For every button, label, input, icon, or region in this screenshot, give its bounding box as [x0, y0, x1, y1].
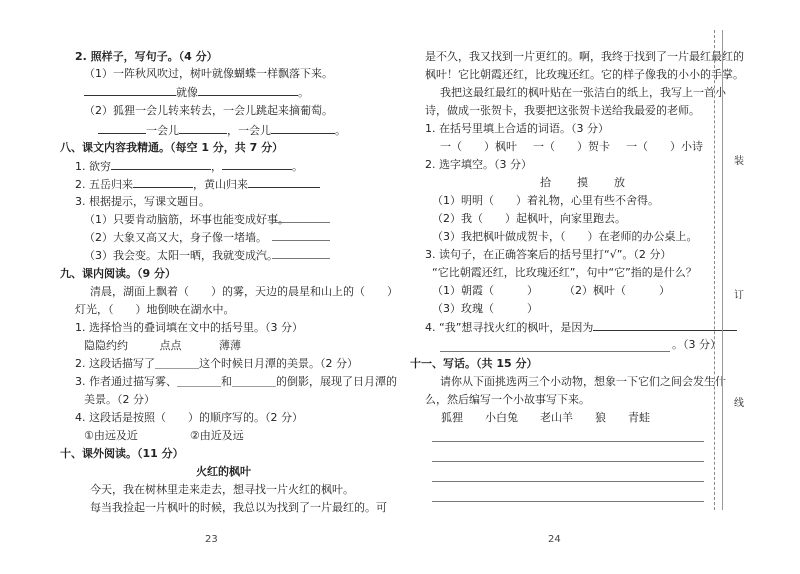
s8-hint-3: （3）我会变。太阳一晒，我就变成汽。: [84, 249, 278, 262]
animal-option: 青蛙: [628, 411, 650, 424]
writing-line-1[interactable]: [432, 441, 704, 442]
fill-item[interactable]: 一（ ）枫叶: [440, 140, 517, 153]
section-11-heading: 十一、写话。（共 15 分）: [410, 357, 538, 370]
writing-line-3[interactable]: [432, 481, 704, 482]
s9-passage-line-2: 灯光，（ ）地倒映在湖水中。: [75, 303, 235, 316]
r-q2-3: （3）我把枫叶做成贺卡，（ ）在老师的办公桌上。: [432, 230, 698, 243]
writing-line-2[interactable]: [432, 461, 704, 462]
r-q4-score: 。（3 分）: [672, 338, 721, 351]
q2-blank-2[interactable]: 一会儿 ，一会儿 。: [98, 123, 346, 138]
binding-label-3: 线: [734, 398, 744, 409]
option-1[interactable]: （1）朝霞（ ）: [432, 284, 538, 297]
r-q4: 4. “我”想寻找火红的枫叶，是因为: [425, 320, 737, 335]
animal-option: 狐狸: [441, 411, 463, 424]
r-q1-items[interactable]: [440, 140, 703, 154]
section-9-heading: 九、课内阅读。（9 分）: [60, 267, 176, 280]
s9-q4-options: [84, 429, 244, 443]
r-q1: 1. 在括号里填上合适的词语。（3 分）: [425, 122, 609, 135]
s9-q1: 1. 选择恰当的叠词填在文中的括号里。（3 分）: [75, 321, 303, 334]
page-edge-line: [722, 30, 723, 510]
s8-hint-2: （2）大象又高又大，身子像一堵墙。: [84, 231, 267, 244]
s8-item-2[interactable]: 2. 五岳归来 ，黄山归来: [75, 177, 320, 192]
s11-prompt-2: 么，然后编写一个小故事写下来。: [425, 393, 590, 406]
page-number-left: 23: [205, 534, 218, 545]
r-q2: 2. 选字填空。（3 分）: [425, 158, 532, 171]
animal-option: 小白兔: [485, 411, 518, 424]
s9-q2: 2. 这段话描写了＿＿＿＿这个时候日月潭的美景。（2 分）: [75, 357, 358, 370]
option-b[interactable]: ②由近及远: [189, 429, 244, 442]
s8-item-3: 3. 根据提示，写课文题目。: [75, 195, 210, 208]
animal-option: 老山羊: [540, 411, 573, 424]
page-number-right: 24: [548, 534, 561, 545]
s11-animal-list: [441, 411, 650, 425]
r-q3-quote: “它比朝霞还红，比玫瑰还红”，句中“它”指的是什么？: [432, 266, 697, 279]
s11-prompt-1: 请你从下面挑选两三个小动物，想象一下它们之间会发生什: [440, 375, 726, 388]
s8-hint-1: （1）只要肯动脑筋，坏事也能变成好事。: [84, 213, 289, 226]
fill-item[interactable]: 一（ ）贺卡: [533, 140, 610, 153]
r-q2-word-bank: 拾 摸 放: [540, 176, 625, 189]
r-q3-option-3[interactable]: （3）玫瑰（ ）: [432, 302, 538, 315]
s9-word-bank: [84, 339, 241, 353]
s9-passage-line-1: 清晨，湖面上飘着（ ）的雾，天边的晨星和山上的（ ）: [90, 285, 398, 298]
story-para-1: 今天，我在树林里走来走去，想寻找一片火红的枫叶。: [90, 483, 354, 496]
q2-heading: 2. 照样子，写句子。（4 分）: [75, 50, 218, 63]
fill-item[interactable]: 一（ ）小诗: [626, 140, 703, 153]
s9-q4: 4. 这段话是按照（ ）的顺序写的。（2 分）: [75, 411, 303, 424]
s9-q3-line-2: 美景。（2 分）: [84, 393, 155, 406]
word-option: 隐隐约约: [84, 339, 128, 352]
story-para-3: 是不久，我又找到一片更红的。啊，我终于找到了一片最红最红的: [425, 50, 744, 63]
r-q4-answer-line[interactable]: [440, 351, 670, 352]
word-option: 点点: [159, 339, 182, 352]
r-q2-1: （1）明明（ ）着礼物，心里有些不舍得。: [432, 194, 659, 207]
story-para-4: 枫叶！它比朝霞还红，比玫瑰还红。它的样子像我的小小的手掌。: [425, 68, 744, 81]
writing-line-4[interactable]: [432, 501, 704, 502]
word-option: 薄薄: [219, 339, 241, 352]
s8-answer-line-3[interactable]: [272, 258, 330, 259]
r-q2-2: （2）我（ ）起枫叶，向家里跑去。: [432, 212, 626, 225]
r-q3-options-row: [432, 284, 670, 298]
s8-answer-line-1[interactable]: [272, 222, 330, 223]
section-8-heading: 八、课文内容我精通。（每空 1 分，共 7 分）: [60, 141, 284, 154]
section-10-heading: 十、课外阅读。（11 分）: [60, 447, 184, 460]
story-para-5: 我把这最红最红的枫叶贴在一张洁白的纸上，我写上一首小: [440, 86, 726, 99]
option-a[interactable]: ①由远及近: [84, 429, 138, 442]
animal-option: 狼: [595, 411, 606, 424]
story-para-2: 每当我捡起一片枫叶的时候，我总以为找到了一片最红的。可: [90, 501, 387, 514]
story-para-6: 诗，做成一张贺卡，我要把这张贺卡送给我最爱的老师。: [425, 104, 700, 117]
binding-divider: [714, 30, 715, 510]
binding-label-1: 装: [734, 156, 744, 167]
story-title: 火红的枫叶: [196, 465, 251, 478]
q2-blank-1[interactable]: 就像 。: [84, 85, 309, 100]
option-2[interactable]: （2）枫叶（ ）: [564, 284, 670, 297]
q2-example-2: （2）狐狸一会儿转来转去，一会儿跳起来摘葡萄。: [84, 104, 333, 117]
r-q3: 3. 读句子，在正确答案后的括号里打“√”。（2 分）: [425, 248, 672, 261]
s8-answer-line-2[interactable]: [272, 240, 330, 241]
binding-label-2: 订: [734, 290, 744, 301]
q2-example-1: （1）一阵秋风吹过，树叶就像蝴蝶一样飘落下来。: [84, 67, 333, 80]
s9-q3-line-1: 3. 作者通过描写雾、＿＿＿＿和＿＿＿＿的倒影，展现了日月潭的: [75, 375, 397, 388]
s8-item-1[interactable]: 1. 欲穷 ， 。: [75, 160, 303, 173]
